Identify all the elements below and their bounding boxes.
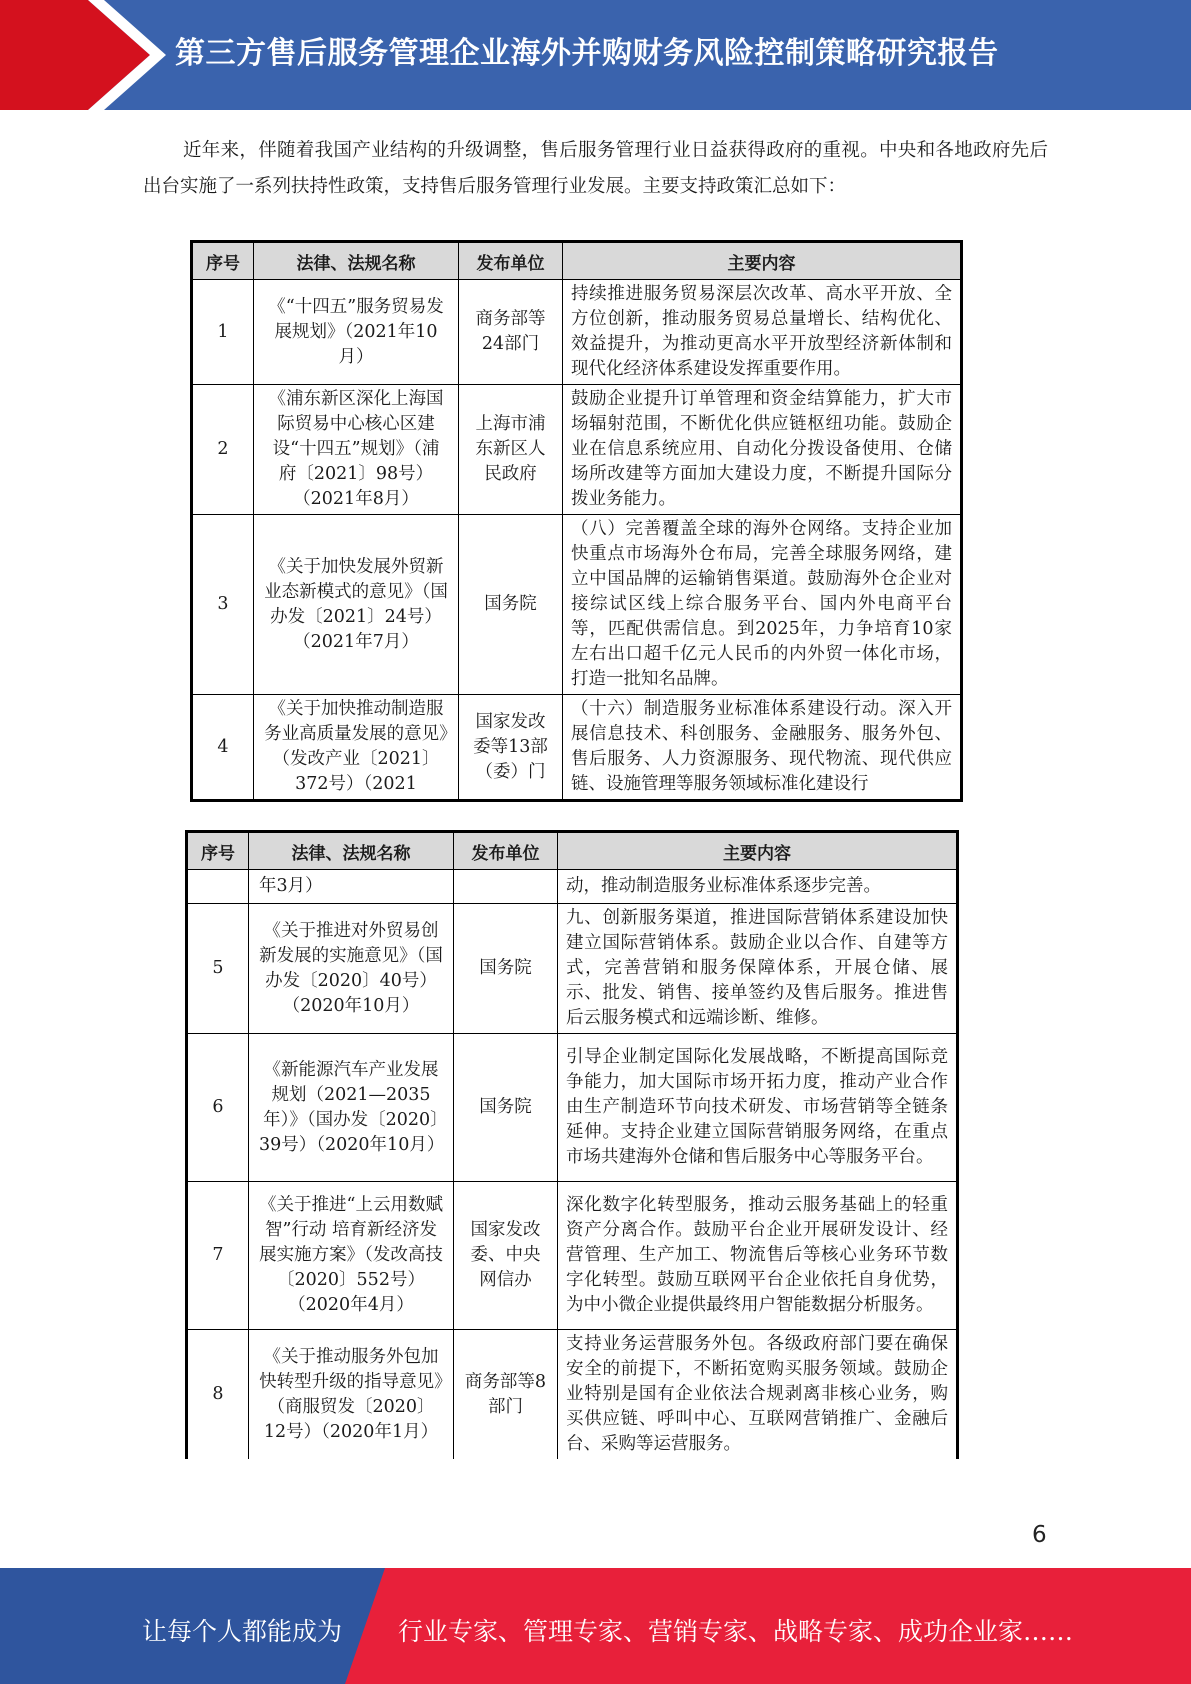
row-content: 九、创新服务渠道，推进国际营销体系建设加快建立国际营销体系。鼓励企业以合作、自建等方式，完善营销和服务保障体系，开展仓储、展示、批发、销售、接单签约及售后服务。推进售后云服务模式和远端诊断、维修。 — [558, 904, 958, 1034]
row-num: 2 — [192, 385, 254, 515]
row-unit: 国务院 — [459, 515, 563, 695]
table-header-row — [187, 832, 958, 870]
row-num: 6 — [187, 1034, 249, 1182]
row-unit: 商务部等8部门 — [454, 1330, 558, 1460]
row-num: 8 — [187, 1330, 249, 1460]
row-unit: 商务部等24部门 — [459, 280, 563, 385]
intro-paragraph: 近年来，伴随着我国产业结构的升级调整，售后服务管理行业日益获得政府的重视。中央和各地政府先后出台实施了一系列扶持性政策，支持售后服务管理行业发展。主要支持政策汇总如下： — [143, 140, 1048, 197]
document-title: 第三方售后服务管理企业海外并购财务风险控制策略研究报告 — [175, 36, 999, 71]
row-content: （八）完善覆盖全球的海外仓网络。支持企业加快重点市场海外仓布局，完善全球服务网络，建立中国品牌的运输销售渠道。鼓励海外仓企业对接综试区线上综合服务平台、国内外电商平台等，匹配供需信息。到2025年，力争培育10家左右出口超千亿元人民币的内外贸一体化市场，打造一批知名品牌。 — [563, 515, 962, 695]
table-header-row — [192, 242, 962, 280]
row-unit — [454, 870, 558, 904]
header-content: 主要内容 — [563, 242, 962, 280]
row-content: 支持业务运营服务外包。各级政府部门要在确保安全的前提下，不断拓宽购买服务领域。鼓励企业特别是国有企业依法合规剥离非核心业务，购买供应链、呼叫中心、互联网营销推广、金融后台、采购等运营服务。 — [558, 1330, 958, 1460]
page-footer — [0, 1568, 1191, 1684]
footer-slogan-right: 行业专家、管理专家、营销专家、战略专家、成功企业家…… — [398, 1617, 1074, 1646]
header-unit: 发布单位 — [459, 242, 563, 280]
row-unit: 国务院 — [454, 904, 558, 1034]
table-row — [192, 515, 962, 695]
row-law: 《新能源汽车产业发展规划（2021—2035年）》（国办发〔2020〕39号）（2020年10月） — [249, 1034, 454, 1182]
page-number: 6 — [1032, 1522, 1047, 1548]
row-law: 《关于推进对外贸易创新发展的实施意见》（国办发〔2020〕40号）（2020年10月） — [249, 904, 454, 1034]
policy-table-part-2 — [185, 830, 959, 1459]
row-content: 深化数字化转型服务，推动云服务基础上的轻重资产分离合作。鼓励平台企业开展研发设计、经营管理、生产加工、物流售后等核心业务环节数字化转型。鼓励互联网平台企业依托自身优势，为中小微企业提供最终用户智能数据分析服务。 — [558, 1182, 958, 1330]
header-law: 法律、法规名称 — [249, 832, 454, 870]
row-content: 引导企业制定国际化发展战略，不断提高国际竞争能力，加大国际市场开拓力度，推动产业合作由生产制造环节向技术研发、市场营销等全链条延伸。支持企业建立国际营销服务网络，在重点市场共建海外仓储和售后服务中心等服务平台。 — [558, 1034, 958, 1182]
footer-slogan-left: 让每个人都能成为 — [142, 1617, 343, 1646]
table-row — [187, 904, 958, 1034]
row-num: 5 — [187, 904, 249, 1034]
row-num: 4 — [192, 695, 254, 801]
row-law: 《关于推动服务外包加快转型升级的指导意见》（商服贸发〔2020〕12号）（2020年1月） — [249, 1330, 454, 1460]
row-law: 《关于推进“上云用数赋智”行动 培育新经济发展实施方案》（发改高技〔2020〕552号）（2020年4月） — [249, 1182, 454, 1330]
row-content: 鼓励企业提升订单管理和资金结算能力，扩大市场辐射范围，不断优化供应链枢纽功能。鼓励企业在信息系统应用、自动化分拨设备使用、仓储场所改建等方面加大建设力度，不断提升国际分拨业务能力。 — [563, 385, 962, 515]
table-row — [192, 385, 962, 515]
header-law: 法律、法规名称 — [254, 242, 459, 280]
header-num: 序号 — [192, 242, 254, 280]
row-law: 《关于加快推动制造服务业高质量发展的意见》（发改产业〔2021〕372号）（2021 — [254, 695, 459, 801]
header-unit: 发布单位 — [454, 832, 558, 870]
row-law: 《“十四五”服务贸易发展规划》（2021年10月） — [254, 280, 459, 385]
row-num — [187, 870, 249, 904]
row-num: 3 — [192, 515, 254, 695]
policy-table-part-1 — [190, 240, 963, 802]
header-num: 序号 — [187, 832, 249, 870]
page-header — [0, 0, 1191, 110]
row-content: （十六）制造服务业标准体系建设行动。深入开展信息技术、科创服务、金融服务、服务外包、售后服务、人力资源服务、现代物流、现代供应链、设施管理等服务领域标准化建设行 — [563, 695, 962, 801]
row-content: 持续推进服务贸易深层次改革、高水平开放、全方位创新，推动服务贸易总量增长、结构优化、效益提升，为推动更高水平开放型经济新体制和现代化经济体系建设发挥重要作用。 — [563, 280, 962, 385]
table-row — [192, 695, 962, 801]
row-unit: 国家发改委等13部（委）门 — [459, 695, 563, 801]
row-law: 《浦东新区深化上海国际贸易中心核心区建设“十四五”规划》（浦府〔2021〕98号）（2021年8月） — [254, 385, 459, 515]
table-row — [192, 280, 962, 385]
table-row — [187, 1182, 958, 1330]
row-law: 《关于加快发展外贸新业态新模式的意见》（国办发〔2021〕24号）（2021年7月） — [254, 515, 459, 695]
row-num: 1 — [192, 280, 254, 385]
header-content: 主要内容 — [558, 832, 958, 870]
row-law: 年3月） — [249, 870, 454, 904]
table-row — [187, 1034, 958, 1182]
row-content: 动，推动制造服务业标准体系逐步完善。 — [558, 870, 958, 904]
table-row — [187, 870, 958, 904]
row-num: 7 — [187, 1182, 249, 1330]
table-row — [187, 1330, 958, 1460]
row-unit: 国家发改委、中央网信办 — [454, 1182, 558, 1330]
row-unit: 上海市浦东新区人民政府 — [459, 385, 563, 515]
row-unit: 国务院 — [454, 1034, 558, 1182]
